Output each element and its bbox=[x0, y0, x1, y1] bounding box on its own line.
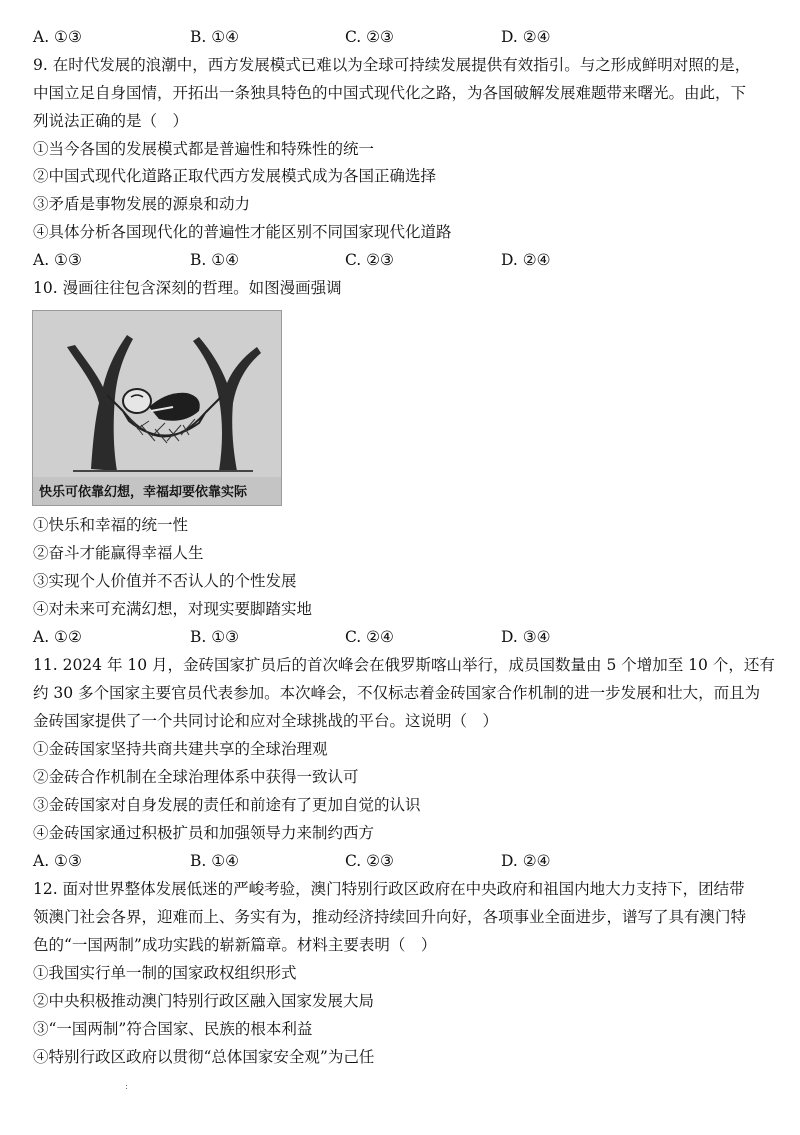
cartoon-caption: 快乐可依靠幻想，幸福却要依靠实际 bbox=[39, 485, 248, 500]
q10-item-3: ③实现个人价值并不否认人的个性发展 bbox=[33, 572, 297, 590]
scan-speck: : bbox=[125, 1082, 129, 1092]
q8-option-b: B. ①④ bbox=[190, 28, 240, 46]
q12-item-2: ②中央积极推动澳门特别行政区融入国家发展大局 bbox=[33, 992, 375, 1010]
right-tree bbox=[193, 337, 261, 471]
hammock-mesh bbox=[129, 417, 195, 443]
q9-stem-line-3: 列说法正确的是（ ） bbox=[33, 112, 189, 130]
q9-option-a: A. ①③ bbox=[33, 251, 82, 269]
q9-item-2: ②中国式现代化道路正取代西方发展模式成为各国正确选择 bbox=[33, 167, 437, 185]
q10-item-2: ②奋斗才能赢得幸福人生 bbox=[33, 544, 204, 562]
q10-item-1: ①快乐和幸福的统一性 bbox=[33, 516, 189, 534]
q9-stem-line-1: 9. 在时代发展的浪潮中，西方发展模式已难以为全球可持续发展提供有效指引。与之形成鲜明对照的是， bbox=[33, 56, 751, 74]
person-body bbox=[149, 393, 200, 421]
q10-stem: 10. 漫画往往包含深刻的哲理。如图漫画强调 bbox=[33, 279, 342, 297]
q11-stem-line-3: 金砖国家提供了一个共同讨论和应对全球挑战的平台。这说明（ ） bbox=[33, 712, 499, 730]
q9-stem-line-2: 中国立足自身国情，开拓出一条独具特色的中国式现代化之路，为各国破解发展难题带来曙光。由此，下 bbox=[33, 84, 747, 102]
hammock-cartoon bbox=[32, 310, 282, 506]
q11-option-d: D. ②④ bbox=[501, 852, 551, 870]
q9-option-c: C. ②③ bbox=[345, 251, 394, 269]
q11-options bbox=[33, 851, 773, 871]
hammock-rope-right bbox=[205, 397, 221, 413]
q9-option-d: D. ②④ bbox=[501, 251, 551, 269]
q12-item-1: ①我国实行单一制的国家政权组织形式 bbox=[33, 964, 297, 982]
q8-option-c: C. ②③ bbox=[345, 28, 394, 46]
q11-stem-line-1: 11. 2024 年 10 月，金砖国家扩员后的首次峰会在俄罗斯喀山举行，成员国数量由 5 个增加至 10 个，还有 bbox=[33, 656, 775, 674]
q10-option-a: A. ①② bbox=[33, 628, 82, 646]
q12-stem-line-3: 色的“一国两制”成功实践的崭新篇章。材料主要表明（ ） bbox=[33, 936, 437, 954]
q11-option-b: B. ①④ bbox=[190, 852, 240, 870]
cartoon-drawing bbox=[33, 311, 281, 505]
q9-option-b: B. ①④ bbox=[190, 251, 240, 269]
q9-item-1: ①当今各国的发展模式都是普遍性和特殊性的统一 bbox=[33, 140, 375, 158]
q11-option-a: A. ①③ bbox=[33, 852, 82, 870]
person-head bbox=[123, 389, 151, 413]
q11-stem-line-2: 约 30 多个国家主要官员代表参加。本次峰会，不仅标志着金砖国家合作机制的进一步发展和壮大，而且为 bbox=[33, 684, 761, 702]
q10-option-d: D. ③④ bbox=[501, 628, 551, 646]
q10-item-4: ④对未来可充满幻想，对现实要脚踏实地 bbox=[33, 600, 313, 618]
q11-item-1: ①金砖国家坚持共商共建共享的全球治理观 bbox=[33, 740, 328, 758]
q8-options bbox=[33, 27, 773, 47]
q11-option-c: C. ②③ bbox=[345, 852, 394, 870]
q8-option-d: D. ②④ bbox=[501, 28, 551, 46]
q11-item-3: ③金砖国家对自身发展的责任和前途有了更加自觉的认识 bbox=[33, 796, 421, 814]
q10-option-b: B. ①③ bbox=[190, 628, 240, 646]
q10-option-c: C. ②④ bbox=[345, 628, 394, 646]
q11-item-4: ④金砖国家通过积极扩员和加强领导力来制约西方 bbox=[33, 824, 375, 842]
q8-option-a: A. ①③ bbox=[33, 28, 82, 46]
q9-item-4: ④具体分析各国现代化的普遍性才能区别不同国家现代化道路 bbox=[33, 223, 452, 241]
q9-item-3: ③矛盾是事物发展的源泉和动力 bbox=[33, 195, 251, 213]
q10-options bbox=[33, 627, 773, 647]
q12-stem-line-2: 领澳门社会各界，迎难而上、务实有为，推动经济持续回升向好，各项事业全面进步，谱写了具有澳门特 bbox=[33, 908, 747, 926]
q12-item-3: ③“一国两制”符合国家、民族的根本利益 bbox=[33, 1020, 313, 1038]
q11-item-2: ②金砖合作机制在全球治理体系中获得一致认可 bbox=[33, 768, 359, 786]
q12-item-4: ④特别行政区政府以贯彻“总体国家安全观”为己任 bbox=[33, 1048, 375, 1066]
q12-stem-line-1: 12. 面对世界整体发展低迷的严峻考验，澳门特别行政区政府在中央政府和祖国内地大力支持下，团结带 bbox=[33, 880, 745, 898]
q9-options bbox=[33, 250, 773, 270]
